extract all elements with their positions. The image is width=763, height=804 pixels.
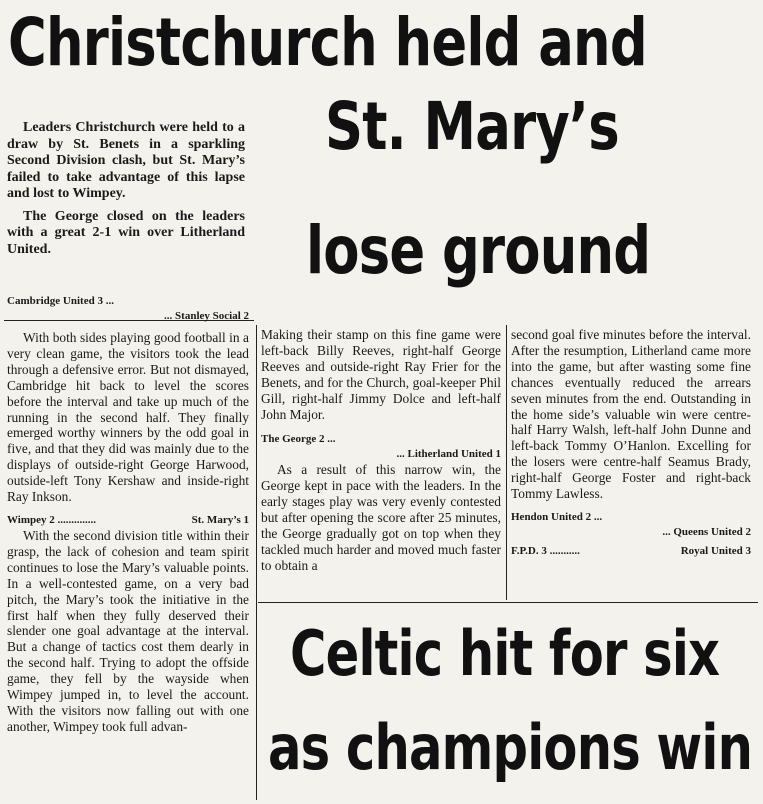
column-rule <box>506 325 507 600</box>
intro-paragraph-1: Leaders Christchurch were held to a draw by St. Benets in a sparkling Second Division clash, but St. Mary’s failed to take advantage of this lapse and lost to Wimpey. <box>7 120 245 201</box>
column-right <box>511 327 751 559</box>
divider <box>258 602 758 603</box>
intro-paragraph-2: The George closed on the leaders with a great 2-1 win over Litherland United. <box>7 208 245 257</box>
match-result-hendon <box>511 510 751 540</box>
match-report-george-part-1: As a result of this narrow win, the George kept in pace with the leaders. In the early stages play was very evenly contested but after opening the score after 25 minutes, the George gradually got on top when they tackled much harder and moved much faster to obtain a <box>261 462 501 573</box>
result-home: The George 2 ... <box>261 433 336 446</box>
match-report-wimpey: With the second division title within their grasp, the lack of cohesion and team spirit continues to lose the Mary’s valuable points. In a well-contested game, on a very bad pitch, the Mary’s took the initiative in the first half when they fully deserved their slender one goal advantage at the interval. But a change of tactics cost them dearly in the second half. Trying to adopt the offside game, they fell by the wayside when Wimpey jumped in, to level the account. With the visitors now falling out with one another, Wimpey took full advan- <box>7 527 249 734</box>
result-away: Royal United 3 <box>680 544 751 557</box>
result-home: Cambridge United 3 ... <box>7 295 114 307</box>
column-left <box>7 294 249 804</box>
result-away: St. Mary’s 1 <box>191 513 249 526</box>
result-away: ... Stanley Social 2 <box>164 310 249 322</box>
secondary-headline-line-2: as champions win <box>268 711 753 784</box>
result-home: F.P.D. 3 ........... <box>511 544 580 557</box>
match-result-cambridge <box>7 294 249 324</box>
match-report-george-part-2: second goal five minutes before the interval. After the resumption, Litherland came more into the game, but after wasting some fine chances eventually reduced the arrears seven minutes from the end. Outstanding in the home side’s valuable win were centre-half Harry Walsh, left-half John Dunne and left-back Tommy O’Hanlon. Excelling for the losers were centre-half Seamus Brady, right-half George Foster and right-back Tommy Lawless. <box>511 327 751 502</box>
result-away: ... Litherland United 1 <box>396 448 501 461</box>
result-home: Hendon United 2 ... <box>511 510 603 523</box>
match-report-cambridge: With both sides playing good football in a very clean game, the visitors took the lead through a defensive error. But not dismayed, Cambridge hit back to level the scores before the interval and take up much of the running in the second half. They finally emerged worthy winners by the odd goal in five, and that they did was mainly due to the displays of outside-right George Harwood, outside-left Tony Kershaw and inside-right Ray Inkson. <box>7 330 249 505</box>
secondary-headline-line-1: Celtic hit for six <box>290 617 720 690</box>
match-result-fpd <box>511 544 751 559</box>
match-result-wimpey <box>7 513 249 528</box>
match-report-benets: Making their stamp on this fine game were left-back Billy Reeves, right-half George Reeves and outside-right Ray Frier for the Benets, and for the Church, goal-keeper Phil Gill, right-half Jimmy Dolce and left-half John Major. <box>261 327 501 422</box>
result-home: Wimpey 2 .............. <box>7 513 97 526</box>
main-headline-line-3: lose ground <box>306 212 651 289</box>
match-result-george <box>261 432 501 462</box>
main-headline-line-1: Christchurch held and <box>8 4 647 81</box>
result-away: ... Queens United 2 <box>662 525 751 538</box>
column-middle <box>261 327 501 574</box>
intro-text <box>7 120 245 258</box>
main-headline-line-2: St. Mary’s <box>325 88 619 165</box>
column-rule <box>256 325 257 800</box>
